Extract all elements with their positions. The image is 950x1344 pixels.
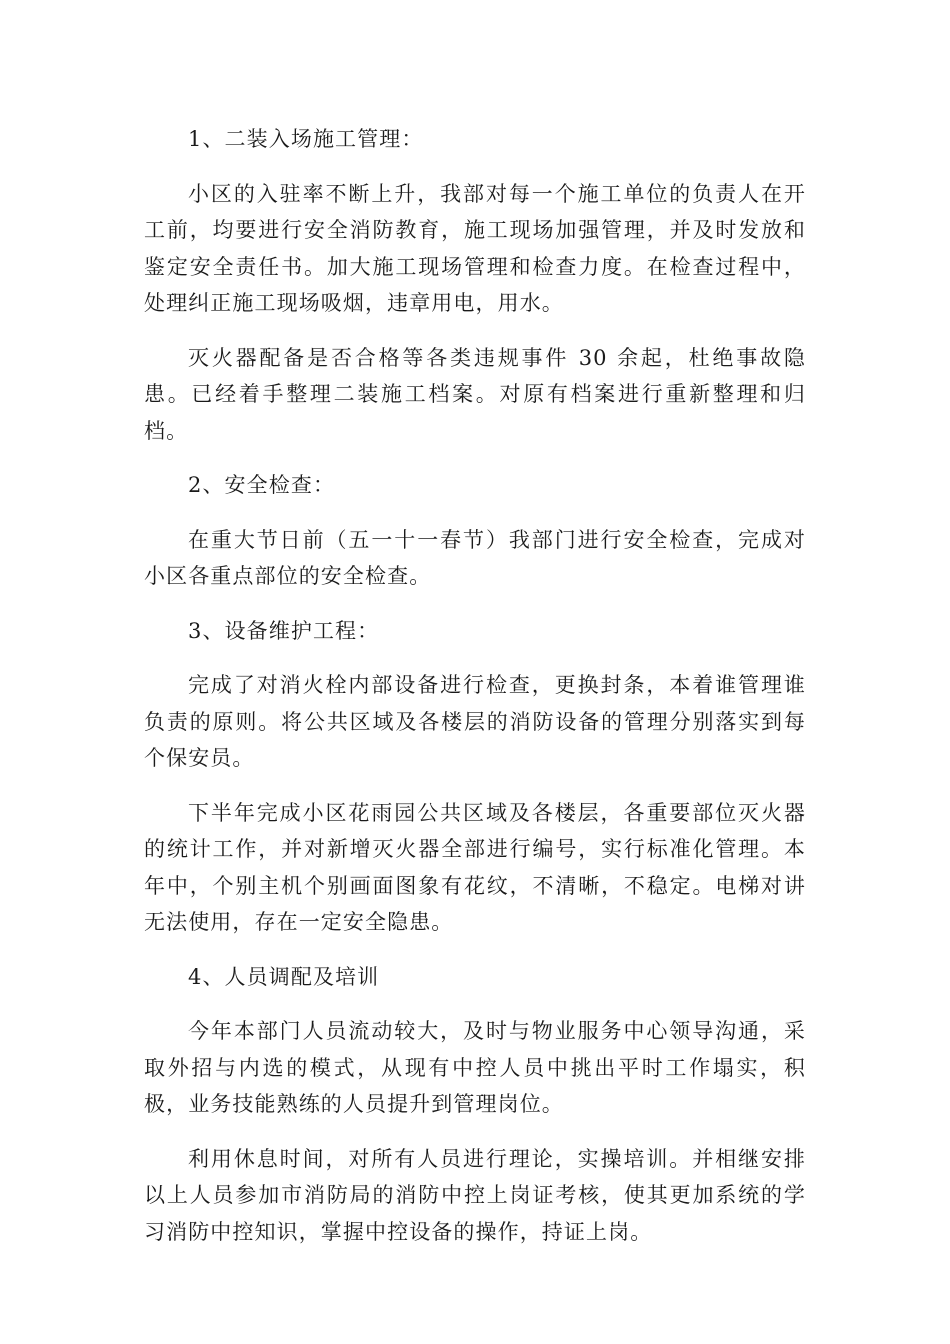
paragraph-hydrant-check: 完成了对消火栓内部设备进行检查，更换封条，本着谁管理谁负责的原则。将公共区域及各楼层的消防设备的管理分别落实到每个保安员。: [144, 673, 806, 770]
section-heading-decoration-intake: 1、二装入场施工管理：: [188, 127, 424, 151]
section-heading-staff-training: 4、人员调配及培训: [188, 964, 380, 989]
paragraph-training-certification: 利用休息时间，对所有人员进行理论，实操培训。并相继安排以上人员参加市消防局的消防中控上岗证考核，使其更加系统的学习消防中控知识，掌握中控设备的操作，持证上岗。: [144, 1146, 806, 1244]
paragraph-extinguisher-stats: 下半年完成小区花雨园公共区域及各楼层，各重要部位灭火器的统计工作，并对新增灭火器全部进行编号，实行标准化管理。本年中，个别主机个别画面图象有花纹，不清晰，不稳定。电梯对讲无法使用，存在一定安全隐患。: [144, 800, 806, 934]
paragraph-violations-archive: 灭火器配备是否合格等各类违规事件 30 余起，杜绝事故隐患。已经着手整理二装施工档案。对原有档案进行重新整理和归档。: [144, 345, 806, 443]
section-heading-safety-inspection: 2、安全检查：: [188, 473, 336, 497]
paragraph-intake-management: 小区的入驻率不断上升，我部对每一个施工单位的负责人在开工前，均要进行安全消防教育，施工现场加强管理，并及时发放和鉴定安全责任书。加大施工现场管理和检查力度。在检查过程中，处理纠正施工现场吸烟，违章用电，用水。: [144, 181, 806, 315]
paragraph-holiday-inspection: 在重大节日前（五一十一春节）我部门进行安全检查，完成对小区各重点部位的安全检查。: [144, 527, 806, 588]
section-heading-equipment-maintenance: 3、设备维护工程：: [188, 618, 380, 643]
paragraph-staff-allocation: 今年本部门人员流动较大，及时与物业服务中心领导沟通，采取外招与内选的模式，从现有中控人员中挑出平时工作塌实，积极，业务技能熟练的人员提升到管理岗位。: [144, 1019, 806, 1116]
document-body: [144, 121, 806, 1268]
